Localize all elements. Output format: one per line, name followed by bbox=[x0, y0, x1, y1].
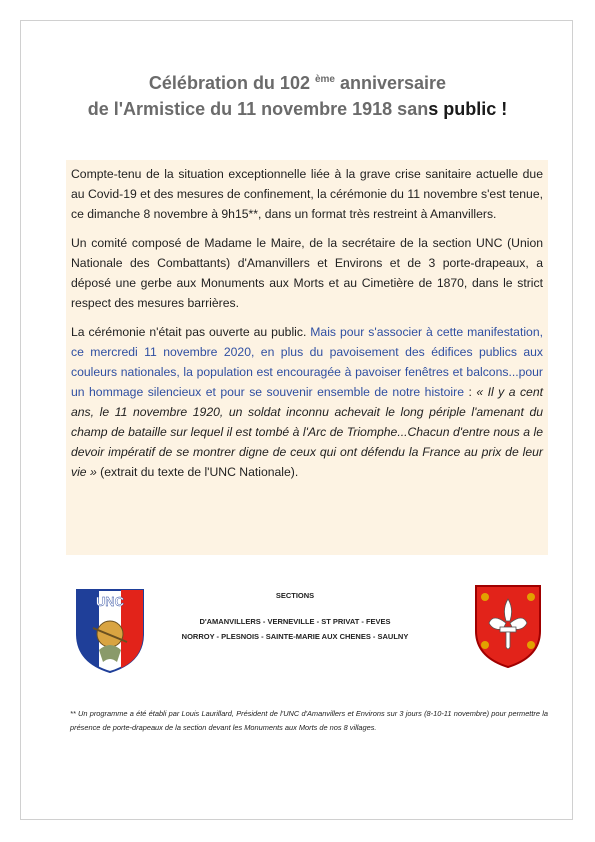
paragraph-3: La cérémonie n'était pas ouverte au public. Mais pour s'associer à cette manifestation, ce mercredi 11 novembre 2020, en plus du pavoisement des édifices publics aux couleurs nationales, la population est encouragée à pavoiser fenêtres et balcons...pour un hommage silencieux et pour se souvenir ensemble de notre histoire : « Il y a cent ans, le 11 novembre 1920, un soldat inconnu achevait le long périple l'amenant du champ de bataille sur lequel il est tombé à l'Arc de Triomphe...Chacun d'entre nous a le devoir impératif de se montrer digne de ceux qui ont défendu la France au prix de leur vie » (extrait du texte de l'UNC Nationale). bbox=[71, 325, 544, 479]
paragraph-1: Compte-tenu de la situation exceptionnelle liée à la grave crise sanitaire actuelle due au Covid-19 et des mesures de confinement, la cérémonie du 11 novembre s'est tenue, ce dimanche 8 novembre à 9h15**, dans un format très restreint à Amanvillers. bbox=[71, 167, 543, 221]
sections-line-1: D'AMANVILLERS - VERNEVILLE - ST PRIVAT - FEVES bbox=[199, 617, 391, 626]
unc-letters: UNC bbox=[95, 594, 125, 609]
footnote: ** Un programme a été établi par Louis Laurillard, Président de l'UNC d'Amanvillers et Environs sur 3 jours (8-10-11 novembre) pour permettre la présence de porte-drapeaux de la section devant les Monuments aux Morts de nos 8 villages. bbox=[70, 709, 548, 732]
paragraph-2: Un comité composé de Madame le Maire, de la secrétaire de la section UNC (Union Nationale des Combattants) d'Amanvillers et Environs et de 3 porte-drapeaux, a déposé une gerbe aux Monuments aux Morts et au Cimetière de 1870, dans le strict respect des mesures barrières. bbox=[71, 236, 543, 310]
sections-block bbox=[160, 588, 430, 644]
title-line-1: Célébration du 102 $^{ème}$ anniversaire bbox=[148, 73, 447, 93]
highlighted-text: Mais pour s'associer à cette manifestation, ce mercredi 11 novembre 2020, en plus du pavoisement des édifices publics aux couleurs nationales, la population est encouragée à pavoiser fenêtres et balcons...pour un hommage silencieux et pour se souvenir ensemble de notre histoire bbox=[71, 325, 543, 399]
title-line-2: de l'Armistice du 11 novembre 1918 sans public ! bbox=[87, 99, 508, 119]
article-body bbox=[66, 160, 548, 555]
quote-text: « Il y a cent ans, le 11 novembre 1920, un soldat inconnu achevait le long périple l'amenant du champ de bataille sur lequel il est tombé à l'Arc de Triomphe...Chacun d'entre nous a le devoir impératif de se montrer digne de ceux qui ont défendu la France au prix de leur vie » bbox=[71, 385, 544, 479]
page-title bbox=[40, 70, 555, 122]
sections-line-2: NORROY - PLESNOIS - SAINTE-MARIE AUX CHENES - SAULNY bbox=[181, 632, 409, 641]
unc-emblem-icon bbox=[73, 584, 147, 674]
fleur-de-lis-shield-icon bbox=[473, 583, 543, 669]
sections-title: SECTIONS bbox=[275, 591, 315, 600]
